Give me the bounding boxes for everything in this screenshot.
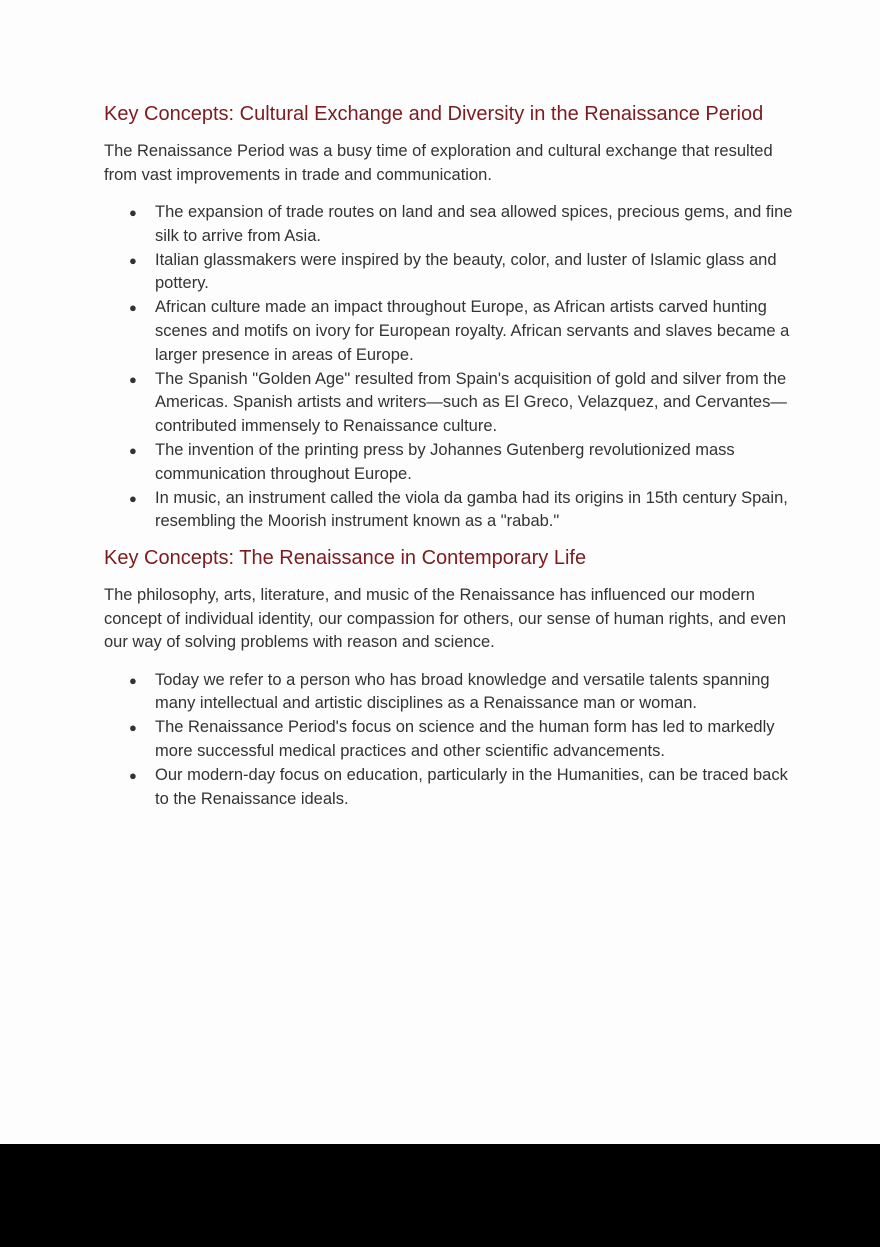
list-item: ● Italian glassmakers were inspired by the beauty, color, and luster of Islamic glass and pottery. <box>129 250 777 293</box>
section-heading-cultural-exchange: Key Concepts: Cultural Exchange and Diversity in the Renaissance Period <box>104 103 764 125</box>
list-item: ● The Spanish "Golden Age" resulted from Spain's acquisition of gold and silver from the Americas. Spanish artists and writers—such as El Greco, Velazquez, and Cervantes—contributed immensely to Renaissance culture. <box>129 369 787 436</box>
bullet-icon: ● <box>129 767 137 783</box>
document-content <box>104 100 794 821</box>
bullet-icon: ● <box>129 490 137 506</box>
bullet-icon: ● <box>129 442 137 458</box>
bullet-list-contemporary-life <box>104 669 794 812</box>
list-item: ● Today we refer to a person who has broad knowledge and versatile talents spanning many intellectual and artistic disciplines as a Renaissance man or woman. <box>129 670 770 713</box>
list-item: ● In music, an instrument called the viola da gamba had its origins in 15th century Spain, resembling the Moorish instrument known as a "rabab." <box>129 488 788 531</box>
bullet-list-cultural-exchange <box>104 201 794 534</box>
list-item: ● Our modern-day focus on education, particularly in the Humanities, can be traced back to the Renaissance ideals. <box>129 765 788 808</box>
bullet-icon: ● <box>129 300 137 316</box>
section-intro-contemporary-life: The philosophy, arts, literature, and music of the Renaissance has influenced our modern concept of individual identity, our compassion for others, our sense of human rights, and even our way of solving problems with reason and science. <box>104 586 787 652</box>
section-intro-cultural-exchange: The Renaissance Period was a busy time of exploration and cultural exchange that resulted from vast improvements in trade and communication. <box>104 142 773 184</box>
list-item: ● The expansion of trade routes on land and sea allowed spices, precious gems, and fine silk to arrive from Asia. <box>129 203 793 245</box>
list-item: ● The Renaissance Period's focus on science and the human form has led to markedly more successful medical practices and other scientific advancements. <box>129 718 775 761</box>
bullet-icon: ● <box>129 252 137 268</box>
bullet-icon: ● <box>129 720 137 736</box>
bullet-icon: ● <box>129 371 137 387</box>
list-item: ● The invention of the printing press by Johannes Gutenberg revolutionized mass communication throughout Europe. <box>129 440 735 483</box>
list-item: ● African culture made an impact throughout Europe, as African artists carved hunting scenes and motifs on ivory for European royalty. African servants and slaves became a larger presence in areas of Europe. <box>129 298 790 364</box>
bullet-icon: ● <box>129 672 137 688</box>
section-heading-contemporary-life: Key Concepts: The Renaissance in Contemporary Life <box>104 547 587 570</box>
bullet-icon: ● <box>129 205 137 220</box>
